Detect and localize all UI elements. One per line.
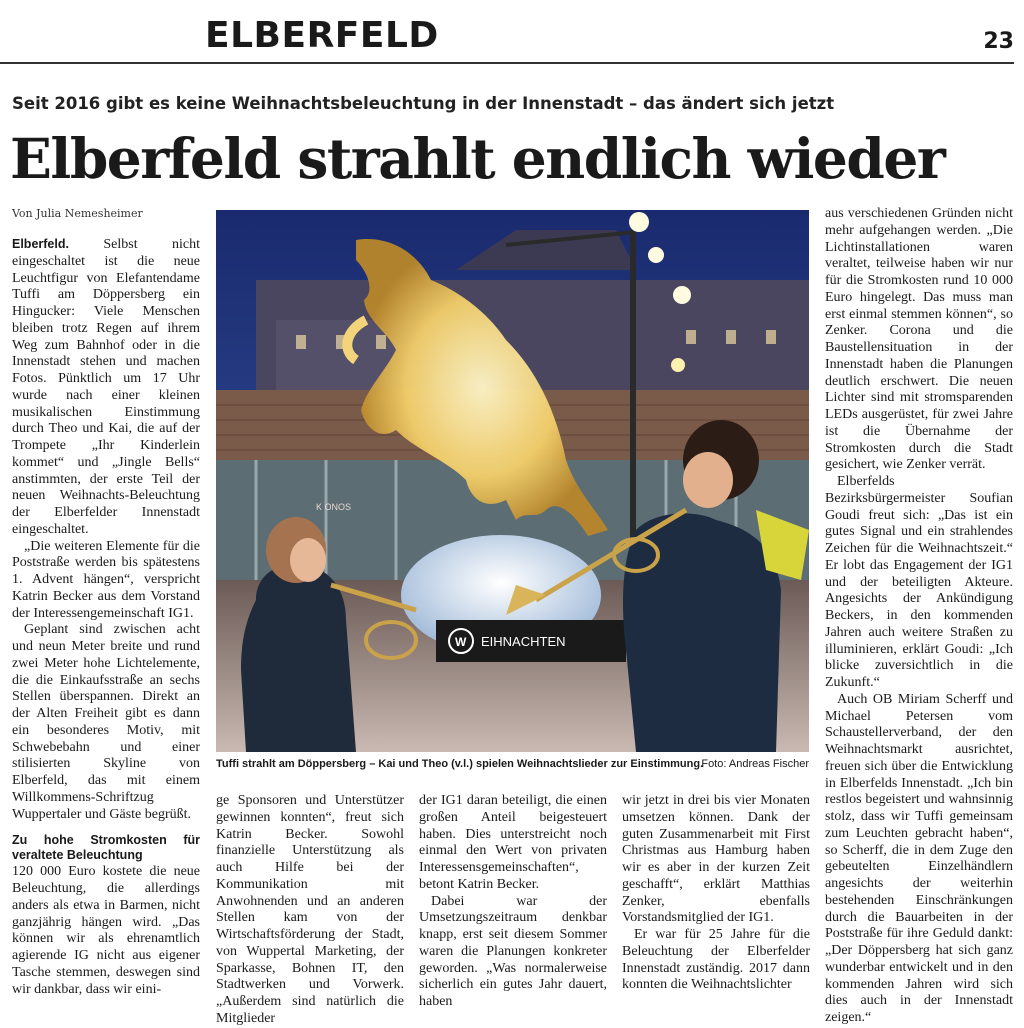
photo-credit: Foto: Andreas Fischer [701, 758, 809, 770]
paragraph-8: wir jetzt in drei bis vier Monaten umsetzen können. Dank der guten Zusammenarbeit mit First Christmas aus Hamburg haben wir es aber in der kurzen Zeit geschafft“, erklärt Matthias Zenker, ebenfalls Vorstandsmitglied der IG1. [622, 793, 810, 926]
photo-caption-line [216, 757, 809, 771]
column-5 [825, 206, 1013, 1027]
paragraph-9: Er war für 25 Jahre für die Beleuchtung der Elberfelder Innenstadt zuständig. 2017 dann konnten die Weihnachtslichter [622, 927, 810, 993]
column-4 [622, 793, 810, 994]
paragraph-12: Auch OB Miriam Scherff und Michael Petersen vom Schaustellerverband, der den Weihnachtsmarkt ausrichtet, freuen sich über die Entwicklung in Elberfelds Innenstadt. „Ich bin restlos begeistert und wahnsinnig stolz, dass wir Tuffi gemeinsam zum Leuchten gebracht haben“, so Scherff, die in dem Zuge den gebeutelten Einzelhändlern angesichts der weiterhin bestehenden Einschränkungen durch die Bauarbeiten in der Poststraße für ihre Geduld dankt: „Der Döppersberg hat sich ganz wunderbar entwickelt und in den kommenden Jahren wird sich dies auch in der Innenstadt zeigen.“ [825, 691, 1013, 1025]
photo-illustration [216, 210, 809, 752]
byline: Von Julia Nemesheimer [12, 207, 143, 220]
subheading: Zu hohe Stromkosten für veraltete Beleuchtung [12, 833, 200, 863]
sign-text: EIHNACHTEN [481, 634, 566, 649]
paragraph-6: der IG1 daran beteiligt, die einen großen Anteil beigesteuert haben. Dies unterstreicht noch einmal den Wert von privaten Interessensgemeinschaften“, betont Katrin Becker. [419, 793, 607, 892]
paragraph-11: Elberfelds Bezirksbürgermeister Soufian Goudi freut sich: „Das ist ein gutes Signal und ein strahlendes Zeichen für die Weihnachtszeit.“ Er lobt das Engagement der IG1 und der beteiligten Akteure. Angesichts der Ankündigung Beckers, in den kommenden Jahren auch weitere Straßen zu illuminieren, erklärt Goudi: „Ich blicke zuversichtlich in die Zukunft.“ [825, 474, 1013, 690]
paragraph-3: Geplant sind zwischen acht und neun Meter breite und rund zwei Meter hohe Lichtelemente, die die Einkaufsstraße an sechs Stellen überspannen. Direkt an der Alten Freiheit gibt es dann ein besonderes Motiv, mit Schwebebahn und einer stilisierten Skyline von Elberfeld, das mit einem Willkommens-Schriftzug Wuppertaler und Gäste begrüßt. [12, 622, 200, 822]
article-headline: Elberfeld strahlt endlich wieder [10, 126, 945, 191]
paragraph-2: „Die weiteren Elemente für die Poststraße werden bis spätestens 1. Advent hängen“, verspricht Katrin Becker aus dem Vorstand der Interessengemeinschaft IG1. [12, 538, 200, 621]
sign-logo: W [455, 635, 467, 649]
column-2 [216, 793, 404, 1028]
page-number: 23 [983, 29, 1014, 54]
paragraph-5: ge Sponsoren und Unterstützer gewinnen konnten“, freut sich Katrin Becker. Sowohl finanzielle Unterstützung als auch Hilfe bei der Kommunikation mit Anwohnenden und an anderen Stellen kam von der Wirtschaftsförderung der Stadt, von Wuppertal Marketing, der Sparkasse, Bohnen IT, den Stadtwerken und Vorwerk. „Außerdem sind natürlich die Mitglieder [216, 793, 404, 1026]
dateline: Elberfeld. [12, 237, 69, 251]
paragraph-1: Elberfeld. Selbst nicht eingeschaltet ist die neue Leuchtfigur von Elefantendame Tuffi am Döppersberg ein Hingucker: Viele Menschen bleiben trotz Regen auf ihrem Weg zum Bahnhof oder in die Innenstadt stehen und machen Fotos. Pünktlich um 17 Uhr wurde nach einer kleinen musikalischen Einstimmung durch Theo und Kai, die auf der Trompete „Ihr Kinderlein kommet“ und „Jingle Bells“ anstimmten, der erste Teil der neuen Weihnachts-Beleuchtung der Elberfelder Innenstadt eingeschaltet. [12, 237, 200, 537]
header-rule [0, 62, 1014, 64]
paragraph-4: 120 000 Euro kostete die neue Beleuchtung, die allerdings anders als etwa in Barmen, nicht ganzjährig hängen wird. „Das können wir als ehrenamtlich agierende IG nicht aus eigener Tasche stemmen, deswegen sind wir dankbar, dass wir eini- [12, 864, 200, 997]
column-3 [419, 793, 607, 1011]
section-title: ELBERFELD [205, 15, 439, 56]
photo-caption: Tuffi strahlt am Döppersberg – Kai und Theo (v.l.) spielen Weihnachtslieder zur Einstimmung. [216, 758, 704, 770]
article-kicker: Seit 2016 gibt es keine Weihnachtsbeleuchtung in der Innenstadt – das ändert sich jetzt [12, 94, 835, 113]
paragraph-7: Dabei war der Umsetzungszeitraum denkbar knapp, erst seit diesem Sommer waren die Planungen konkreter geworden. „Was normalerweise sicherlich ein gutes Jahr dauert, haben [419, 893, 607, 1009]
storefront-sign: K ONOS [316, 502, 352, 512]
paragraph-10: aus verschiedenen Gründen nicht mehr aufgehangen werden. „Die Lichtinstallationen waren veraltet, teilweise haben wir nur für die Stromkosten rund 10 000 Euro hingelegt. Das muss man erst einmal stemmen können“, so Zenker. Corona und die Baustellensituation in der Innenstadt haben die Planungen deutlich erschwert. Die neuen Lichter sind mit stromsparenden LEDs ausgerüstet, für zwei Jahre ist die Übernahme der Stromkosten durch die Stadt gesichert, wie Zenker verrät. [825, 206, 1013, 473]
article-photo [216, 210, 809, 752]
column-1 [12, 236, 200, 998]
